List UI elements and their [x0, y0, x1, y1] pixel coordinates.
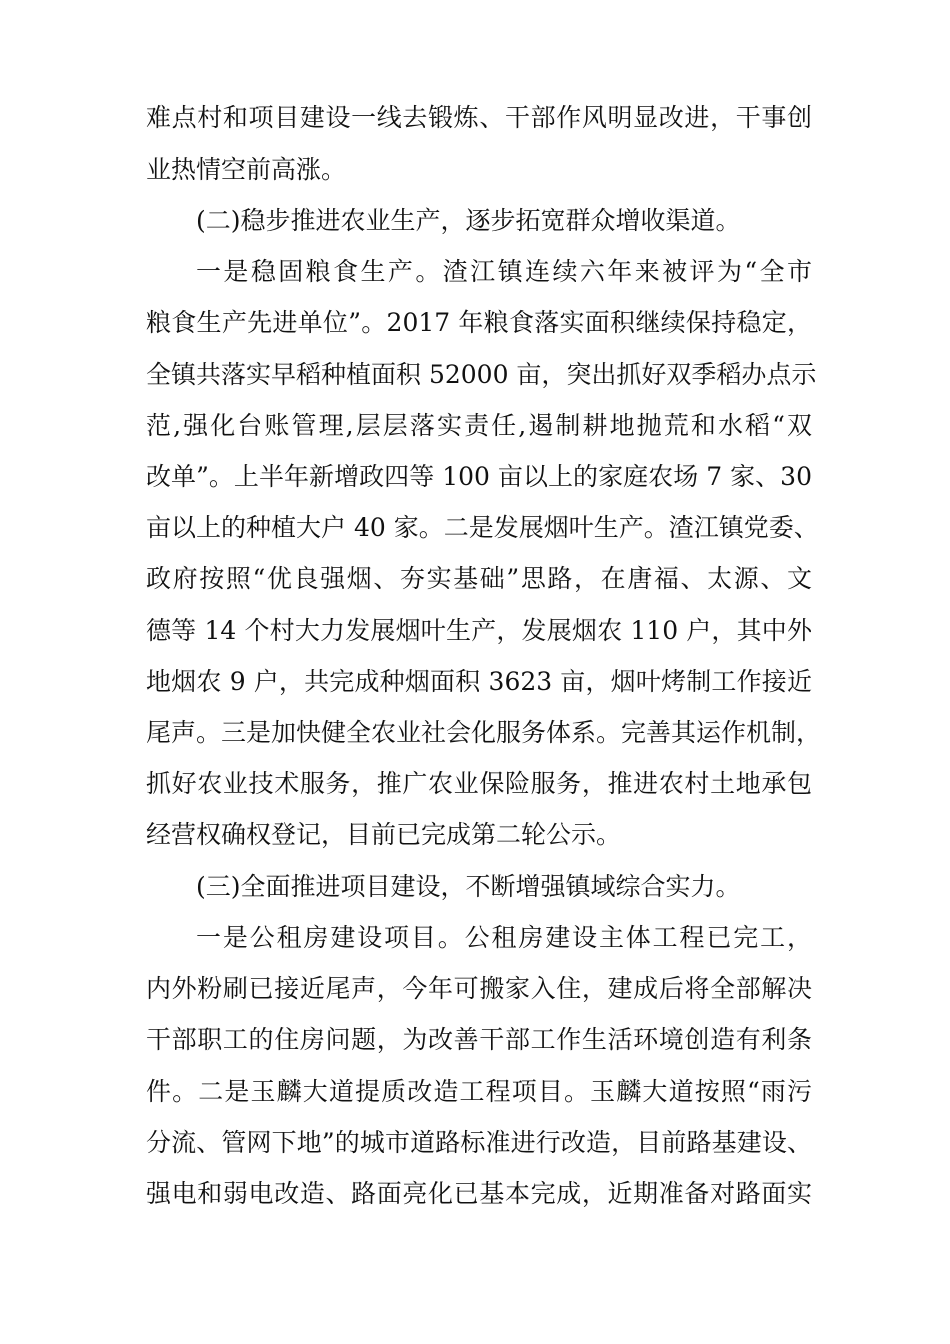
text-line: 业热情空前高涨。 — [146, 155, 347, 184]
text-line: 政府按照“优良强烟、夯实基础”思路，在唐福、太源、文 — [146, 564, 812, 593]
section-heading: (二)稳步推进农业生产，逐步拓宽群众增收渠道。 — [196, 206, 741, 235]
text-line: 干部职工的住房问题，为改善干部工作生活环境创造有利条 — [146, 1025, 812, 1054]
text-line: 一是公租房建设项目。公租房建设主体工程已完工， — [196, 923, 812, 952]
section-heading: (三)全面推进项目建设，不断增强镇域综合实力。 — [196, 872, 741, 901]
text-line: 范,强化台账管理,层层落实责任,遏制耕地抛荒和水稻“双 — [146, 411, 812, 440]
text-line: 亩以上的种植大户 40 家。二是发展烟叶生产。渣江镇党委、 — [146, 513, 819, 542]
text-line: 全镇共落实早稻种植面积 52000 亩，突出抓好双季稻办点示 — [146, 360, 817, 389]
text-line: 抓好农业技术服务，推广农业保险服务，推进农村土地承包 — [146, 769, 812, 798]
text-line: 尾声。三是加快健全农业社会化服务体系。完善其运作机制， — [146, 718, 822, 747]
text-line: 经营权确权登记，目前已完成第二轮公示。 — [146, 820, 622, 849]
text-line: 一是稳固粮食生产。渣江镇连续六年来被评为“全市 — [196, 257, 812, 286]
text-line: 地烟农 9 户，共完成种烟面积 3623 亩，烟叶烤制工作接近 — [146, 667, 812, 696]
text-line: 德等 14 个村大力发展烟叶生产，发展烟农 110 户，其中外 — [146, 616, 812, 645]
text-line: 内外粉刷已接近尾声，今年可搬家入住，建成后将全部解决 — [146, 974, 812, 1003]
text-line: 强电和弱电改造、路面亮化已基本完成，近期准备对路面实 — [146, 1179, 812, 1208]
text-line: 难点村和项目建设一线去锻炼、干部作风明显改进，干事创 — [146, 103, 812, 132]
text-line: 粮食生产先进单位”。2017 年粮食落实面积继续保持稳定， — [146, 308, 812, 337]
text-line: 件。二是玉麟大道提质改造工程项目。玉麟大道按照“雨污 — [146, 1077, 812, 1106]
text-line: 分流、管网下地”的城市道路标准进行改造，目前路基建设、 — [146, 1128, 812, 1157]
text-line: 改单”。上半年新增政四等 100 亩以上的家庭农场 7 家、30 — [146, 462, 812, 491]
